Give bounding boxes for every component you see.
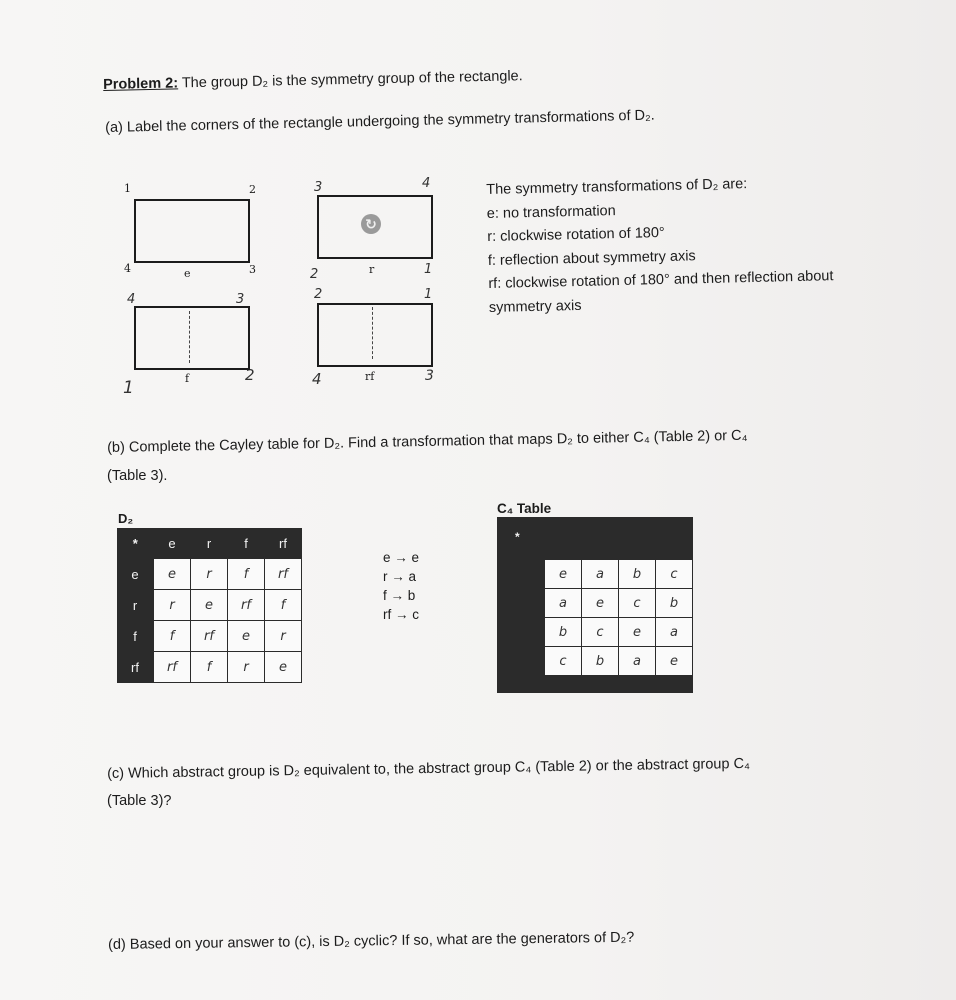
c4-cell: c bbox=[656, 560, 693, 589]
c4-cell: b bbox=[545, 618, 582, 647]
rectangle-f bbox=[134, 306, 250, 370]
c4-table-title: C₄ Table bbox=[497, 501, 552, 516]
problem-intro: The group D₂ is the symmetry group of the rectangle. bbox=[181, 68, 523, 92]
c4-cayley-table bbox=[544, 559, 693, 676]
part-d-prompt: (d) Based on your answer to (c), is D₂ cyclic? If so, what are the generators of D₂? bbox=[108, 929, 635, 953]
rect-f-corner-br: 2 bbox=[245, 366, 255, 384]
transformation-rf: rf: clockwise rotation of 180° and then reflection about bbox=[488, 268, 834, 292]
rectangle-e bbox=[134, 199, 250, 263]
c4-cell: e bbox=[582, 589, 619, 618]
part-b-line1: (b) Complete the Cayley table for D₂. Find a transformation that maps D₂ to either C₄ (Table 2) or C₄ bbox=[107, 427, 748, 456]
rect-e-corner-br: 3 bbox=[249, 263, 256, 276]
c4-cell: b bbox=[656, 589, 693, 618]
d2-cell: e bbox=[228, 621, 265, 652]
rectangle-rf bbox=[317, 303, 433, 367]
d2-header: e bbox=[154, 528, 191, 559]
rect-r-corner-tl: 3 bbox=[314, 180, 323, 195]
mapping-item: f → b bbox=[383, 588, 416, 603]
rect-r-corner-bl: 2 bbox=[310, 267, 319, 282]
rect-r-corner-tr: 4 bbox=[422, 176, 431, 191]
c4-cell: a bbox=[656, 618, 693, 647]
mapping-item: e → e bbox=[383, 550, 420, 565]
d2-cell: rf bbox=[154, 652, 191, 683]
rect-rf-corner-tr: 1 bbox=[424, 287, 433, 302]
d2-cayley-table bbox=[117, 528, 302, 683]
rotation-icon: ↻ bbox=[361, 214, 381, 234]
transformation-r: r: clockwise rotation of 180° bbox=[487, 224, 665, 245]
d2-row-label: f bbox=[117, 621, 154, 652]
c4-cell: e bbox=[656, 647, 693, 676]
c4-cell: e bbox=[619, 618, 656, 647]
problem-heading bbox=[103, 68, 523, 93]
rect-f-symmetry-axis bbox=[189, 311, 190, 363]
part-a-prompt: (a) Label the corners of the rectangle undergoing the symmetry transformations of D₂. bbox=[105, 107, 655, 136]
d2-header: f bbox=[228, 528, 265, 559]
c4-cell: c bbox=[582, 618, 619, 647]
rect-f-caption: f bbox=[185, 372, 190, 385]
c4-cell: a bbox=[582, 560, 619, 589]
rect-f-corner-bl: 1 bbox=[123, 378, 134, 398]
d2-row-label: r bbox=[117, 590, 154, 621]
rect-rf-corner-bl: 4 bbox=[312, 370, 322, 388]
mapping-list bbox=[383, 548, 419, 624]
d2-cell: f bbox=[154, 621, 191, 652]
d2-cell: e bbox=[265, 652, 302, 683]
mapping-item: r → a bbox=[383, 569, 417, 584]
rect-rf-symmetry-axis bbox=[372, 307, 373, 359]
part-b-line2: (Table 3). bbox=[107, 468, 168, 484]
d2-cell: f bbox=[265, 590, 302, 621]
d2-cell: e bbox=[191, 590, 228, 621]
rect-rf-caption: rf bbox=[365, 370, 375, 383]
rect-rf-corner-tl: 2 bbox=[314, 287, 323, 302]
rect-e-corner-tl: 1 bbox=[124, 182, 131, 195]
part-c-line2: (Table 3)? bbox=[107, 793, 172, 809]
transformation-f: f: reflection about symmetry axis bbox=[487, 247, 696, 269]
d2-header: rf bbox=[265, 528, 302, 559]
d2-cell: r bbox=[228, 652, 265, 683]
d2-cell: r bbox=[265, 621, 302, 652]
d2-cell: e bbox=[154, 559, 191, 590]
d2-cell: f bbox=[228, 559, 265, 590]
d2-cell: f bbox=[191, 652, 228, 683]
d2-table-title: D₂ bbox=[118, 511, 134, 526]
rect-e-corner-tr: 2 bbox=[249, 183, 256, 196]
d2-cell: r bbox=[154, 590, 191, 621]
transformation-rf-continued: symmetry axis bbox=[488, 297, 582, 316]
rect-r-caption: r bbox=[369, 263, 375, 276]
transformations-heading: The symmetry transformations of D₂ are: bbox=[486, 176, 748, 198]
part-c-line1: (c) Which abstract group is D₂ equivalent to, the abstract group C₄ (Table 2) or the abstract group C₄ bbox=[107, 755, 751, 782]
transformations-list bbox=[486, 171, 834, 320]
rect-e-corner-bl: 4 bbox=[124, 262, 131, 275]
c4-cell: c bbox=[619, 589, 656, 618]
mapping-item: rf → c bbox=[383, 607, 419, 622]
c4-cell: b bbox=[619, 560, 656, 589]
c4-cell: c bbox=[545, 647, 582, 676]
d2-cell: rf bbox=[191, 621, 228, 652]
d2-header: r bbox=[191, 528, 228, 559]
d2-cell: rf bbox=[228, 590, 265, 621]
rect-rf-corner-br: 3 bbox=[425, 368, 434, 384]
c4-corner: * bbox=[515, 530, 520, 544]
c4-cell: a bbox=[619, 647, 656, 676]
rect-f-corner-tr: 3 bbox=[236, 292, 245, 307]
d2-cell: rf bbox=[265, 559, 302, 590]
rect-e-caption: e bbox=[184, 267, 191, 280]
transformation-e: e: no transformation bbox=[486, 202, 616, 222]
c4-cell: b bbox=[582, 647, 619, 676]
c4-cell: e bbox=[545, 560, 582, 589]
d2-corner: * bbox=[117, 528, 154, 559]
d2-row-label: e bbox=[117, 559, 154, 590]
rect-r-corner-br: 1 bbox=[424, 262, 433, 277]
d2-cell: r bbox=[191, 559, 228, 590]
rect-f-corner-tl: 4 bbox=[127, 292, 136, 307]
problem-label: Problem 2: bbox=[103, 75, 179, 93]
c4-cell: a bbox=[545, 589, 582, 618]
d2-row-label: rf bbox=[117, 652, 154, 683]
